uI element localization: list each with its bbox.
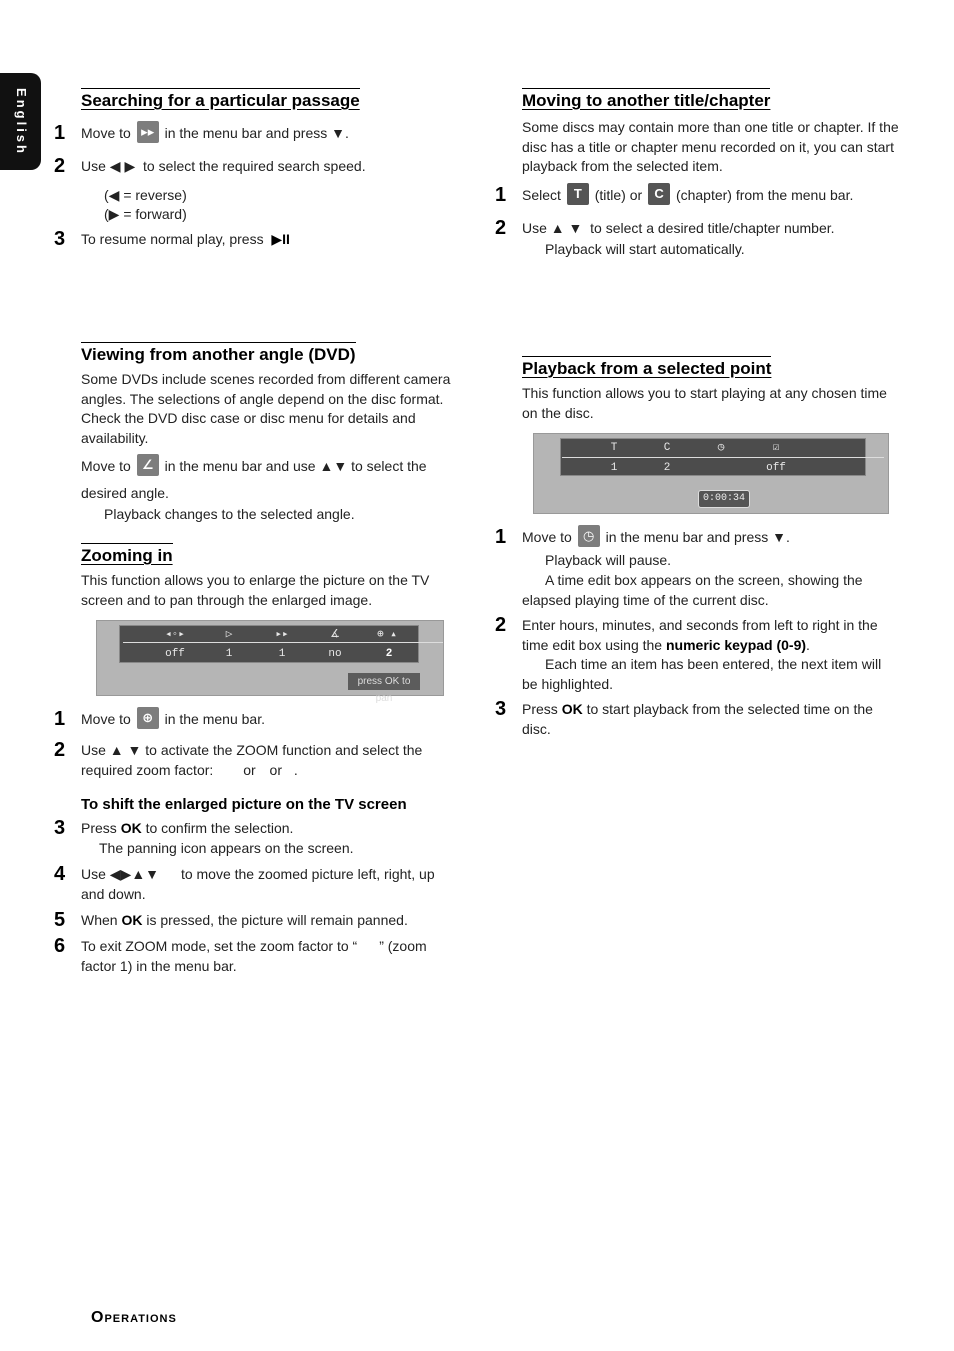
step-number: 2 xyxy=(54,739,66,761)
angle-section xyxy=(81,342,461,366)
numeric-keypad-label: numeric keypad (0-9) xyxy=(665,636,807,653)
angle-instruction xyxy=(81,457,461,477)
time-osd-screenshot xyxy=(533,433,889,514)
step-text: Use ▲ ▼ xyxy=(522,220,583,236)
step-text: to confirm the selection. xyxy=(145,820,294,836)
title-chapter-step-1 xyxy=(495,184,900,206)
step-text: (chapter) from the menu bar. xyxy=(675,187,854,203)
step-text: Move to xyxy=(522,529,572,545)
osd-value: off xyxy=(766,462,786,474)
osd-value: off xyxy=(165,648,185,660)
step-text: is pressed, the picture will remain panned. xyxy=(146,912,408,928)
osd-ff-icon: ▸▸ xyxy=(275,629,289,641)
zoom-step-3 xyxy=(54,817,461,839)
osd-zoom-icon: ⊕ ▴ xyxy=(377,629,397,641)
angle-heading: Viewing from another angle (DVD) xyxy=(81,342,356,365)
step-number: 2 xyxy=(495,217,507,239)
point-step-2 xyxy=(495,614,900,655)
pan-note: The panning icon appears on the screen. xyxy=(99,840,354,856)
osd-angle-icon: ∡ xyxy=(330,629,340,641)
step-text: in the menu bar and press ▼. xyxy=(164,125,349,141)
step-text: Use ▲ ▼ to activate the ZOOM function and select the required zoom factor: xyxy=(81,742,423,778)
ok-key-label: OK xyxy=(561,701,583,717)
point-step-1 xyxy=(495,526,900,548)
search-step-1 xyxy=(54,122,461,144)
osd-time-icon: ◷ xyxy=(717,442,725,454)
angle-intro: Some DVDs include scenes recorded from different camera angles. The selections of angle depend on the disc format. Check the DVD disc case or disc menu for details and availability. xyxy=(81,371,451,446)
search-step-2 xyxy=(54,155,461,177)
zoom-step-4 xyxy=(54,863,461,904)
zoom-intro: This function allows you to enlarge the picture on the TV screen and to pan through the enlarged image. xyxy=(81,572,430,608)
osd-check-icon: ☑ xyxy=(772,442,780,454)
point-note-timebox: A time edit box appears on the screen, showing the elapsed playing time of the current disc. xyxy=(522,572,863,608)
step-text: . xyxy=(293,761,298,778)
osd-slow-icon: ◂◦▸ xyxy=(165,629,185,641)
step-text: to select a desired title/chapter number. xyxy=(590,220,835,236)
osd-value: 1 xyxy=(610,462,618,474)
zoom-osd-screenshot xyxy=(96,620,444,704)
title-chapter-heading: Moving to another title/chapter xyxy=(522,88,770,111)
step-text: or xyxy=(243,761,256,778)
zoom-heading: Zooming in xyxy=(81,543,173,566)
point-heading: Playback from a selected point xyxy=(522,356,771,379)
zoom-step-1 xyxy=(54,708,461,730)
search-step-3 xyxy=(54,228,461,250)
step-text: in the menu bar and use ▲▼ to select the xyxy=(164,458,427,474)
step-number: 6 xyxy=(54,935,66,957)
zoom-step-5 xyxy=(54,909,461,931)
angle-result: Playback changes to the selected angle. xyxy=(104,506,355,522)
angle-instruction-cont: desired angle. xyxy=(81,485,169,501)
point-section xyxy=(522,356,900,380)
step-number: 1 xyxy=(54,708,66,730)
step-text: To exit ZOOM mode, set the zoom factor to “ xyxy=(81,938,358,954)
step-text: Move to xyxy=(81,125,131,141)
step-text: Use ◀▶▲▼ xyxy=(81,866,160,882)
title-chapter-note: Playback will start automatically. xyxy=(545,241,745,257)
step-text: in the menu bar and press ▼. xyxy=(605,529,790,545)
fast-forward-icon: ▸▸ xyxy=(137,121,159,143)
osd-play-icon: ▷ xyxy=(225,629,233,641)
step-text: To resume normal play, press xyxy=(81,231,264,247)
language-tab-label: English xyxy=(13,87,29,156)
step-text: Press xyxy=(522,701,558,717)
osd-chapter-icon: C xyxy=(663,442,671,454)
osd-value: no xyxy=(328,648,342,660)
osd-time-edit-box: 0:00:34 xyxy=(698,490,750,508)
step-number: 1 xyxy=(495,184,507,206)
step-text: Press xyxy=(81,820,117,836)
title-chapter-step-2 xyxy=(495,217,900,239)
step-number: 1 xyxy=(495,526,507,548)
play-pause-symbol: ▶II xyxy=(271,231,290,247)
zoom-icon: ⊕ xyxy=(137,707,159,729)
osd-title-icon: T xyxy=(610,442,618,454)
shift-subheading: To shift the enlarged picture on the TV screen xyxy=(81,796,407,813)
step-text: in the menu bar. xyxy=(164,711,265,727)
step-number: 2 xyxy=(495,614,507,636)
step-text: Enter hours, minutes, and seconds from left to right in the time edit box using the xyxy=(522,617,878,653)
osd-value: 1 xyxy=(278,648,286,660)
osd-value: 2 xyxy=(663,462,671,474)
time-search-icon: ◷ xyxy=(578,525,600,547)
search-heading: Searching for a particular passage xyxy=(81,88,360,111)
step-text: Select xyxy=(522,187,561,203)
osd-value: 1 xyxy=(225,648,233,660)
page-footer: Operations xyxy=(91,1309,177,1326)
step-text: to select the required search speed. xyxy=(143,158,366,174)
osd-pan-hint: press OK to pan xyxy=(348,673,420,690)
step-text: or xyxy=(269,761,282,778)
step-number: 3 xyxy=(495,698,507,720)
zoom-step-6 xyxy=(54,935,461,976)
search-note-reverse: (◀ = reverse) xyxy=(104,187,187,203)
zoom-section xyxy=(81,543,461,567)
step-number: 4 xyxy=(54,863,66,885)
title-chapter-intro: Some discs may contain more than one title or chapter. If the disc has a title or chapter menu recorded on it, you can start playback from the selected item. xyxy=(522,119,899,174)
point-step-3 xyxy=(495,698,900,739)
step-number: 3 xyxy=(54,228,66,250)
step-number: 3 xyxy=(54,817,66,839)
step-text: Move to xyxy=(81,458,131,474)
step-number: 2 xyxy=(54,155,66,177)
step-text: (title) or xyxy=(594,187,643,203)
step-text: Move to xyxy=(81,711,131,727)
chapter-icon: C xyxy=(648,183,670,205)
zoom-step-2 xyxy=(54,739,461,780)
point-note-pause: Playback will pause. xyxy=(545,552,672,568)
step-text: Use ◀ ▶ xyxy=(81,158,136,174)
ok-key-label: OK xyxy=(120,820,142,836)
step-text: to move the zoomed picture left, right, up and down. xyxy=(81,866,435,902)
search-note-forward: (▶ = forward) xyxy=(104,206,187,222)
step-number: 1 xyxy=(54,122,66,144)
point-intro: This function allows you to start playing at any chosen time on the disc. xyxy=(522,385,887,421)
step-text: ” (zoom factor 1) in the menu bar. xyxy=(81,938,427,974)
language-tab xyxy=(0,73,41,170)
title-icon: T xyxy=(567,183,589,205)
step-text: to start playback from the selected time on the disc. xyxy=(522,701,873,737)
osd-zoom-value: 2 xyxy=(385,648,393,660)
search-section xyxy=(81,88,461,112)
step-number: 5 xyxy=(54,909,66,931)
angle-icon: ∠ xyxy=(137,454,159,476)
ok-key-label: OK xyxy=(121,912,143,928)
point-note-highlight: Each time an item has been entered, the next item will be highlighted. xyxy=(522,656,882,692)
step-text: . xyxy=(806,636,810,653)
step-text: When xyxy=(81,912,118,928)
title-chapter-section xyxy=(522,88,900,112)
